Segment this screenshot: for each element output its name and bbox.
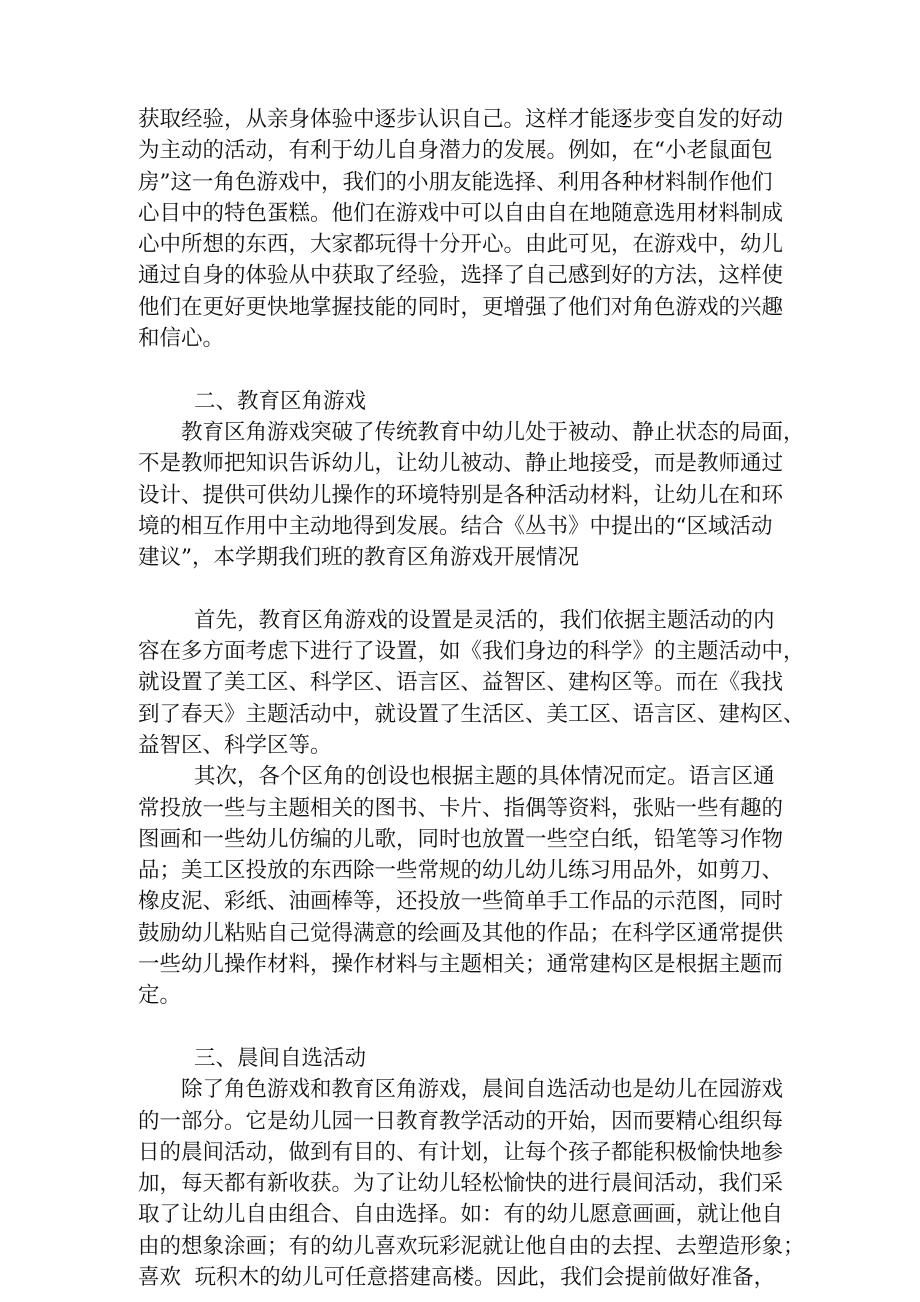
paragraph-role-play-summary [138,104,788,354]
text-line: 图画和一些幼儿仿编的儿歌，同时也放置一些空白纸，铅笔等习作物 [138,826,784,852]
blank-line [138,354,788,385]
text-line: 房”这一角色游戏中，我们的小朋友能选择、利用各种材料制作他们 [138,169,773,195]
paragraph-second [138,761,788,1011]
paragraph-education-corner [138,417,805,573]
section-heading-3: 三、晨间自选活动 [194,1045,367,1071]
paragraph-first [138,605,805,761]
text-line: 加，每天都有新收获。为了让幼儿轻松愉快的进行晨间活动，我们采 [138,1171,784,1197]
text-line: 教育区角游戏突破了传统教育中幼儿处于被动、静止状态的局面， [181,419,805,445]
text-line: 喜欢 玩积木的幼儿可任意搭建高楼。因此，我们会提前做好准备， [138,1264,776,1290]
text-line: 到了春天》主题活动中，就设置了生活区、美工区、语言区、建构区、 [138,701,805,727]
blank-line [138,1012,788,1043]
section-heading-2: 二、教育区角游戏 [194,388,367,414]
document-body [138,104,805,1293]
text-line: 和信心。 [138,326,225,352]
blank-line [138,573,788,604]
text-line: 品；美工区投放的东西除一些常规的幼儿幼儿练习用品外，如剪刀、 [138,858,784,884]
text-line: 由的想象涂画；有的幼儿喜欢玩彩泥就让他自由的去捏、去塑造形象； [138,1233,805,1259]
text-line: 取了让幼儿自由组合、自由选择。如：有的幼儿愿意画画，就让他自 [138,1202,784,1228]
text-line: 设计、提供可供幼儿操作的环境特别是各种活动材料，让幼儿在和环 [138,482,784,508]
text-line: 为主动的活动，有利于幼儿自身潜力的发展。例如，在“小老鼠面包 [138,138,773,164]
text-line: 一些幼儿操作材料，操作材料与主题相关；通常建构区是根据主题而 [138,952,784,978]
text-line: 鼓励幼儿粘贴自己觉得满意的绘画及其他的作品；在科学区通常提供 [138,920,784,946]
text-line: 获取经验，从亲身体验中逐步认识自己。这样才能逐步变自发的好动 [138,107,784,132]
text-line: 益智区、科学区等。 [138,732,332,758]
text-line: 境的相互作用中主动地得到发展。结合《丛书》中提出的“区域活动 [138,513,773,539]
text-line: 建议”，本学期我们班的教育区角游戏开展情况 [138,545,579,571]
text-line: 除了角色游戏和教育区角游戏，晨间自选活动也是幼儿在园游戏 [181,1077,784,1103]
text-line: 心目中的特色蛋糕。他们在游戏中可以自由自在地随意选用材料制成 [138,200,784,226]
text-line: 心中所想的东西，大家都玩得十分开心。由此可见，在游戏中，幼儿 [138,232,784,258]
text-line: 日的晨间活动，做到有目的、有计划，让每个孩子都能积极愉快地参 [138,1139,784,1165]
text-line: 定。 [138,983,182,1009]
text-line: 不是教师把知识告诉幼儿，让幼儿被动、静止地接受，而是教师通过 [138,451,784,477]
text-line: 的一部分。它是幼儿园一日教育教学活动的开始，因而要精心组织每 [138,1108,784,1134]
text-line: 通过自身的体验从中获取了经验，选择了自己感到好的方法，这样使 [138,263,784,289]
text-line: 他们在更好更快地掌握技能的同时，更增强了他们对角色游戏的兴趣 [138,294,784,320]
text-line: 其次，各个区角的创设也根据主题的具体情况而定。语言区通 [194,764,775,790]
text-line: 首先，教育区角游戏的设置是灵活的，我们依据主题活动的内 [194,607,775,633]
text-line: 容在多方面考虑下进行了设置，如《我们身边的科学》的主题活动中， [138,639,805,665]
text-line: 就设置了美工区、科学区、语言区、益智区、建构区等。而在《我找 [138,670,784,696]
text-line: 橡皮泥、彩纸、油画棒等，还投放一些简单手工作品的示范图，同时 [138,889,784,915]
text-line: 常投放一些与主题相关的图书、卡片、指偶等资料，张贴一些有趣的 [138,795,784,821]
paragraph-morning-activity [138,1074,805,1293]
